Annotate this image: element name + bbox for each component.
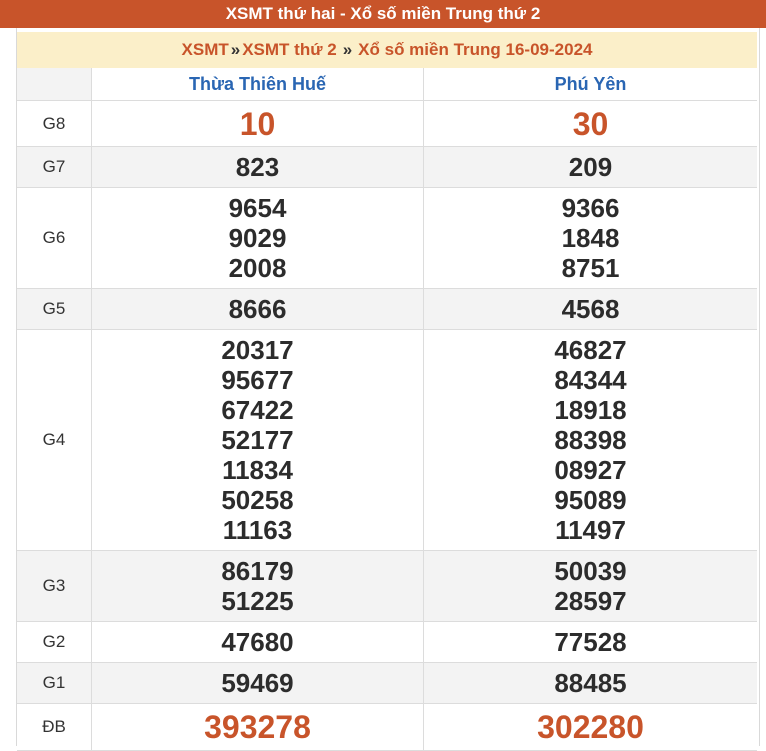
prize-cell xyxy=(424,622,757,662)
prize-number: 59469 xyxy=(221,668,294,698)
prize-number: 9366 xyxy=(561,193,620,223)
prize-row xyxy=(17,663,757,704)
breadcrumb-separator: » xyxy=(342,40,353,59)
prize-cell xyxy=(92,622,424,662)
prize-number: 11834 xyxy=(222,455,293,485)
prize-number: 20317 xyxy=(221,335,294,365)
prize-number: 46827 xyxy=(554,335,627,365)
prize-label: ĐB xyxy=(17,704,92,750)
prize-number: 18918 xyxy=(554,395,627,425)
breadcrumb-link-xsmt-thu-2[interactable]: XSMT thứ 2 xyxy=(242,40,337,59)
prize-number: 393278 xyxy=(204,709,311,745)
prize-label: G6 xyxy=(17,188,92,288)
prize-label: G3 xyxy=(17,551,92,621)
prize-label: G1 xyxy=(17,663,92,703)
prize-number: 9029 xyxy=(228,223,287,253)
prize-number: 84344 xyxy=(554,365,627,395)
prize-cell xyxy=(92,704,424,750)
breadcrumb-link-xsmt[interactable]: XSMT xyxy=(181,40,229,59)
prize-cell xyxy=(92,188,424,288)
prize-cell xyxy=(424,704,757,750)
prize-cell xyxy=(424,188,757,288)
prize-number: 1848 xyxy=(561,223,620,253)
prize-cell xyxy=(424,101,757,146)
prize-cell xyxy=(92,289,424,329)
prize-cell xyxy=(424,663,757,703)
prize-number: 28597 xyxy=(554,586,627,616)
prize-label: G5 xyxy=(17,289,92,329)
prize-number: 08927 xyxy=(554,455,627,485)
province-header-1[interactable] xyxy=(92,68,424,100)
prize-row xyxy=(17,704,757,751)
prize-number: 209 xyxy=(568,152,613,182)
prize-label: G7 xyxy=(17,147,92,187)
prize-number: 8666 xyxy=(228,294,287,324)
prize-number: 30 xyxy=(572,105,609,142)
prize-cell xyxy=(424,289,757,329)
results-panel xyxy=(16,28,760,746)
table-header-row xyxy=(17,68,757,101)
prize-number: 77528 xyxy=(554,627,627,657)
prize-label: G8 xyxy=(17,101,92,146)
breadcrumb xyxy=(17,32,757,68)
prize-cell xyxy=(92,101,424,146)
results-table xyxy=(17,68,757,751)
breadcrumb-link-current[interactable]: Xổ số miền Trung 16-09-2024 xyxy=(358,40,593,59)
prize-cell xyxy=(92,663,424,703)
page-title: XSMT thứ hai - Xổ số miền Trung thứ 2 xyxy=(0,0,766,28)
prize-number: 47680 xyxy=(221,627,294,657)
prize-number: 9654 xyxy=(228,193,287,223)
prize-cell xyxy=(92,330,424,550)
prize-number: 823 xyxy=(235,152,280,182)
breadcrumb-separator: » xyxy=(230,40,241,59)
prize-row xyxy=(17,289,757,330)
prize-number: 88398 xyxy=(554,425,627,455)
province-header-2[interactable] xyxy=(424,68,757,100)
prize-row xyxy=(17,622,757,663)
prize-cell xyxy=(92,551,424,621)
prize-row xyxy=(17,101,757,147)
prize-row xyxy=(17,188,757,289)
prize-number: 8751 xyxy=(561,253,620,283)
prize-number: 10 xyxy=(239,105,276,142)
prize-number: 95677 xyxy=(221,365,294,395)
prize-label: G4 xyxy=(17,330,92,550)
prize-cell xyxy=(92,147,424,187)
prize-label: G2 xyxy=(17,622,92,662)
prize-row xyxy=(17,330,757,551)
prize-number: 2008 xyxy=(228,253,287,283)
prize-number: 51225 xyxy=(221,586,294,616)
prize-number: 95089 xyxy=(554,485,627,515)
prize-row xyxy=(17,147,757,188)
prize-number: 52177 xyxy=(221,425,294,455)
prize-number: 11163 xyxy=(222,515,293,545)
province-name: Thừa Thiên Huế xyxy=(188,73,327,94)
province-name: Phú Yên xyxy=(554,73,627,94)
prize-cell xyxy=(424,551,757,621)
prize-cell xyxy=(424,330,757,550)
prize-cell xyxy=(424,147,757,187)
prize-number: 50039 xyxy=(554,556,627,586)
prize-number: 86179 xyxy=(221,556,294,586)
header-empty-cell xyxy=(17,68,92,100)
prize-number: 4568 xyxy=(561,294,620,324)
prize-number: 88485 xyxy=(554,668,627,698)
prize-number: 302280 xyxy=(537,709,644,745)
prize-number: 50258 xyxy=(221,485,294,515)
prize-number: 67422 xyxy=(221,395,294,425)
prize-number: 11497 xyxy=(555,515,626,545)
prize-row xyxy=(17,551,757,622)
